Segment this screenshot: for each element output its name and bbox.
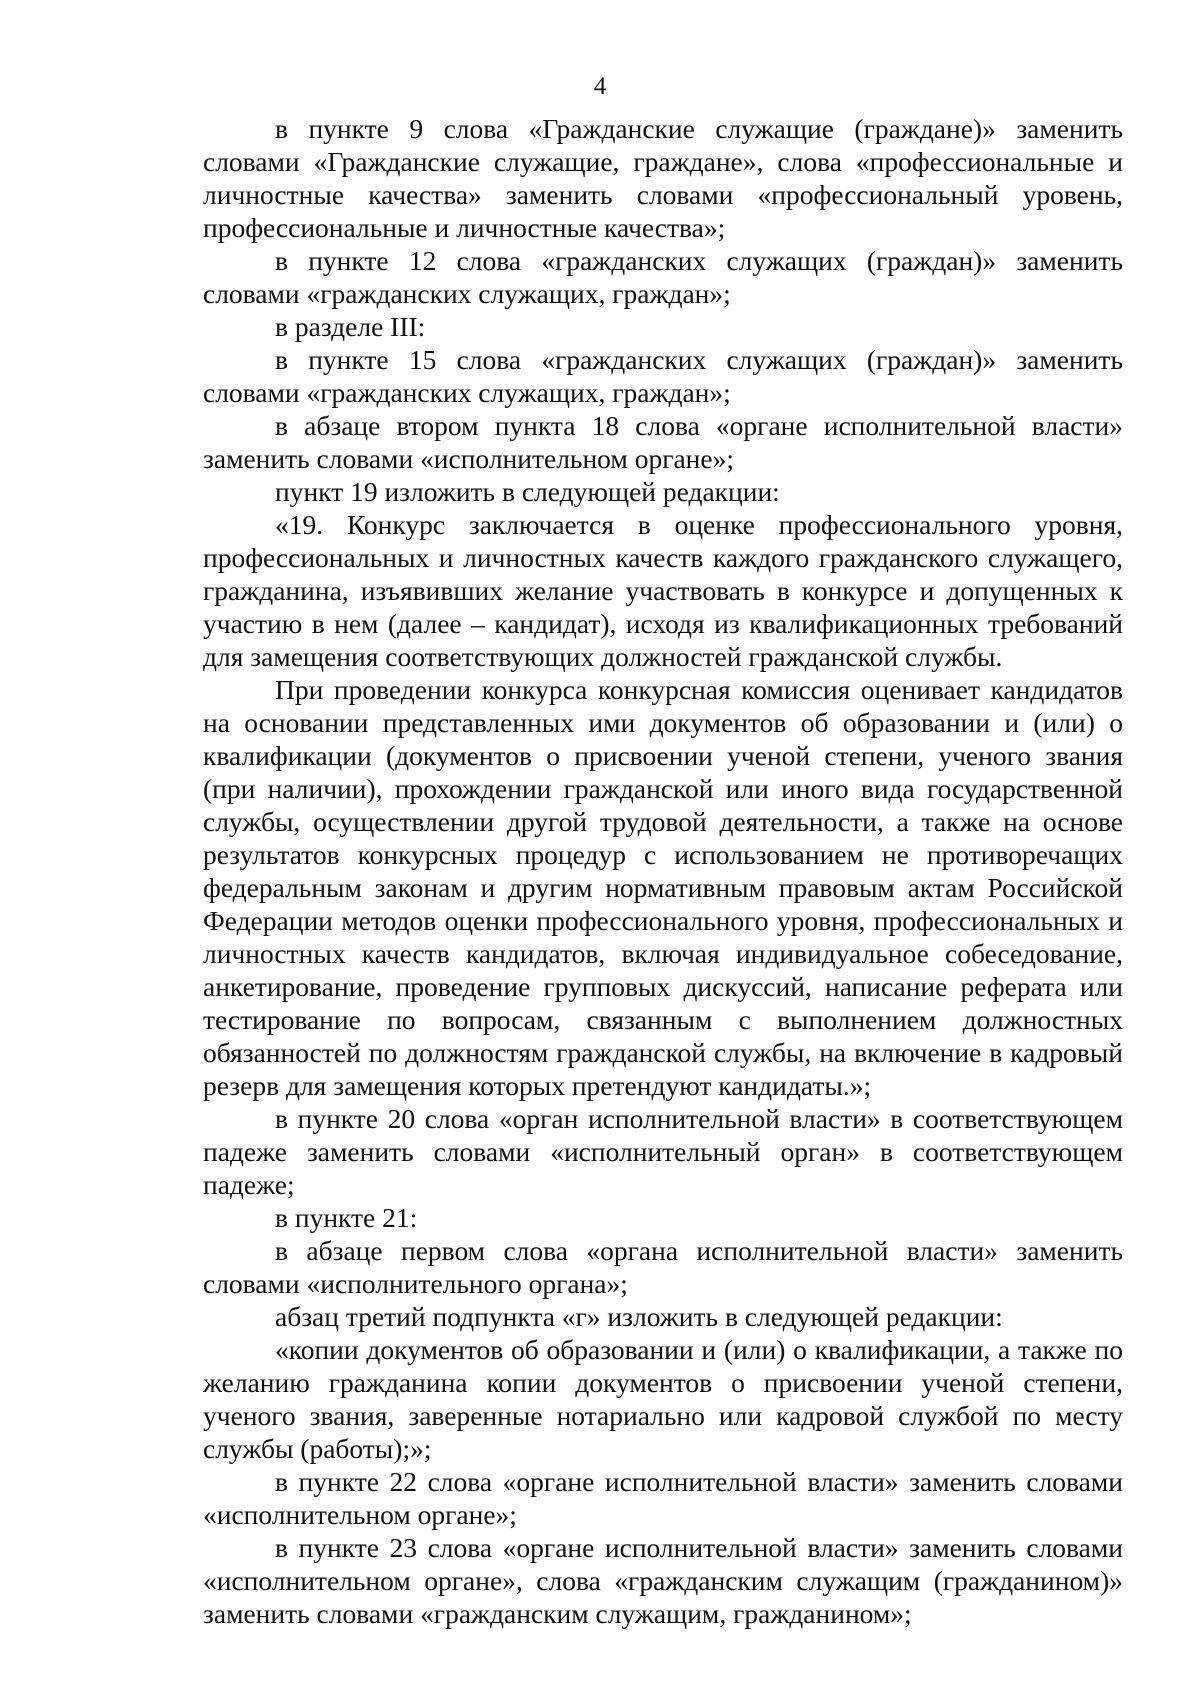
paragraph: в абзаце втором пункта 18 слова «органе исполнительной власти» заменить словами «исполнительном органе»;	[203, 410, 1123, 474]
document-body	[203, 112, 1123, 1630]
paragraph: в разделе III:	[275, 311, 426, 342]
paragraph: пункт 19 изложить в следующей редакции:	[275, 476, 780, 507]
paragraph: в пункте 22 слова «органе исполнительной власти» заменить словами «исполнительном органе»;	[203, 1466, 1123, 1530]
paragraph: в пункте 21:	[275, 1202, 418, 1233]
paragraph: в пункте 9 слова «Гражданские служащие (граждане)» заменить словами «Гражданские служащие, граждане», слова «профессиональные и личностные качества» заменить словами «профессиональный уровень, профессиональные и личностные качества»;	[203, 113, 1123, 243]
paragraph: «19. Конкурс заключается в оценке профессионального уровня, профессиональных и личностных качеств каждого гражданского служащего, гражданина, изъявивших желание участвовать в конкурсе и допущенных к участию в нем (далее – кандидат), исходя из квалификационных требований для замещения соответствующих должностей гражданской службы.	[203, 509, 1123, 672]
paragraph: абзац третий подпункта «г» изложить в следующей редакции:	[275, 1301, 1003, 1332]
paragraph: «копии документов об образовании и (или) о квалификации, а также по желанию гражданина копии документов о присвоении ученой степени, ученого звания, заверенные нотариально или кадровой службой по месту службы (работы);»;	[203, 1334, 1123, 1464]
page-number: 4	[593, 73, 607, 100]
paragraph: При проведении конкурса конкурсная комиссия оценивает кандидатов на основании представленных ими документов об образовании и (или) о квалификации (документов о присвоении ученой степени, ученого звания (при наличии), прохождении гражданской или иного вида государственной службы, осуществлении другой трудовой деятельности, а также на основе результатов конкурсных процедур с использованием не противоречащих федеральным законам и другим нормативным правовым актам Российской Федерации методов оценки профессионального уровня, профессиональных и личностных качеств кандидатов, включая индивидуальное собеседование, анкетирование, проведение групповых дискуссий, написание реферата или тестирование по вопросам, связанным с выполнением должностных обязанностей по должностям гражданской службы, на включение в кадровый резерв для замещения которых претендуют кандидаты.»;	[203, 674, 1123, 1101]
paragraph: в пункте 15 слова «гражданских служащих (граждан)» заменить словами «гражданских служащих, граждан»;	[203, 344, 1123, 408]
paragraph: в пункте 20 слова «орган исполнительной власти» в соответствующем падеже заменить словами «исполнительный орган» в соответствующем падеже;	[203, 1103, 1123, 1200]
paragraph: в пункте 23 слова «органе исполнительной власти» заменить словами «исполнительном органе», слова «гражданским служащим (гражданином)» заменить словами «гражданским служащим, гражданином»;	[203, 1532, 1123, 1629]
paragraph: в пункте 12 слова «гражданских служащих (граждан)» заменить словами «гражданских служащих, граждан»;	[203, 245, 1123, 309]
paragraph: в абзаце первом слова «органа исполнительной власти» заменить словами «исполнительного органа»;	[203, 1235, 1123, 1299]
